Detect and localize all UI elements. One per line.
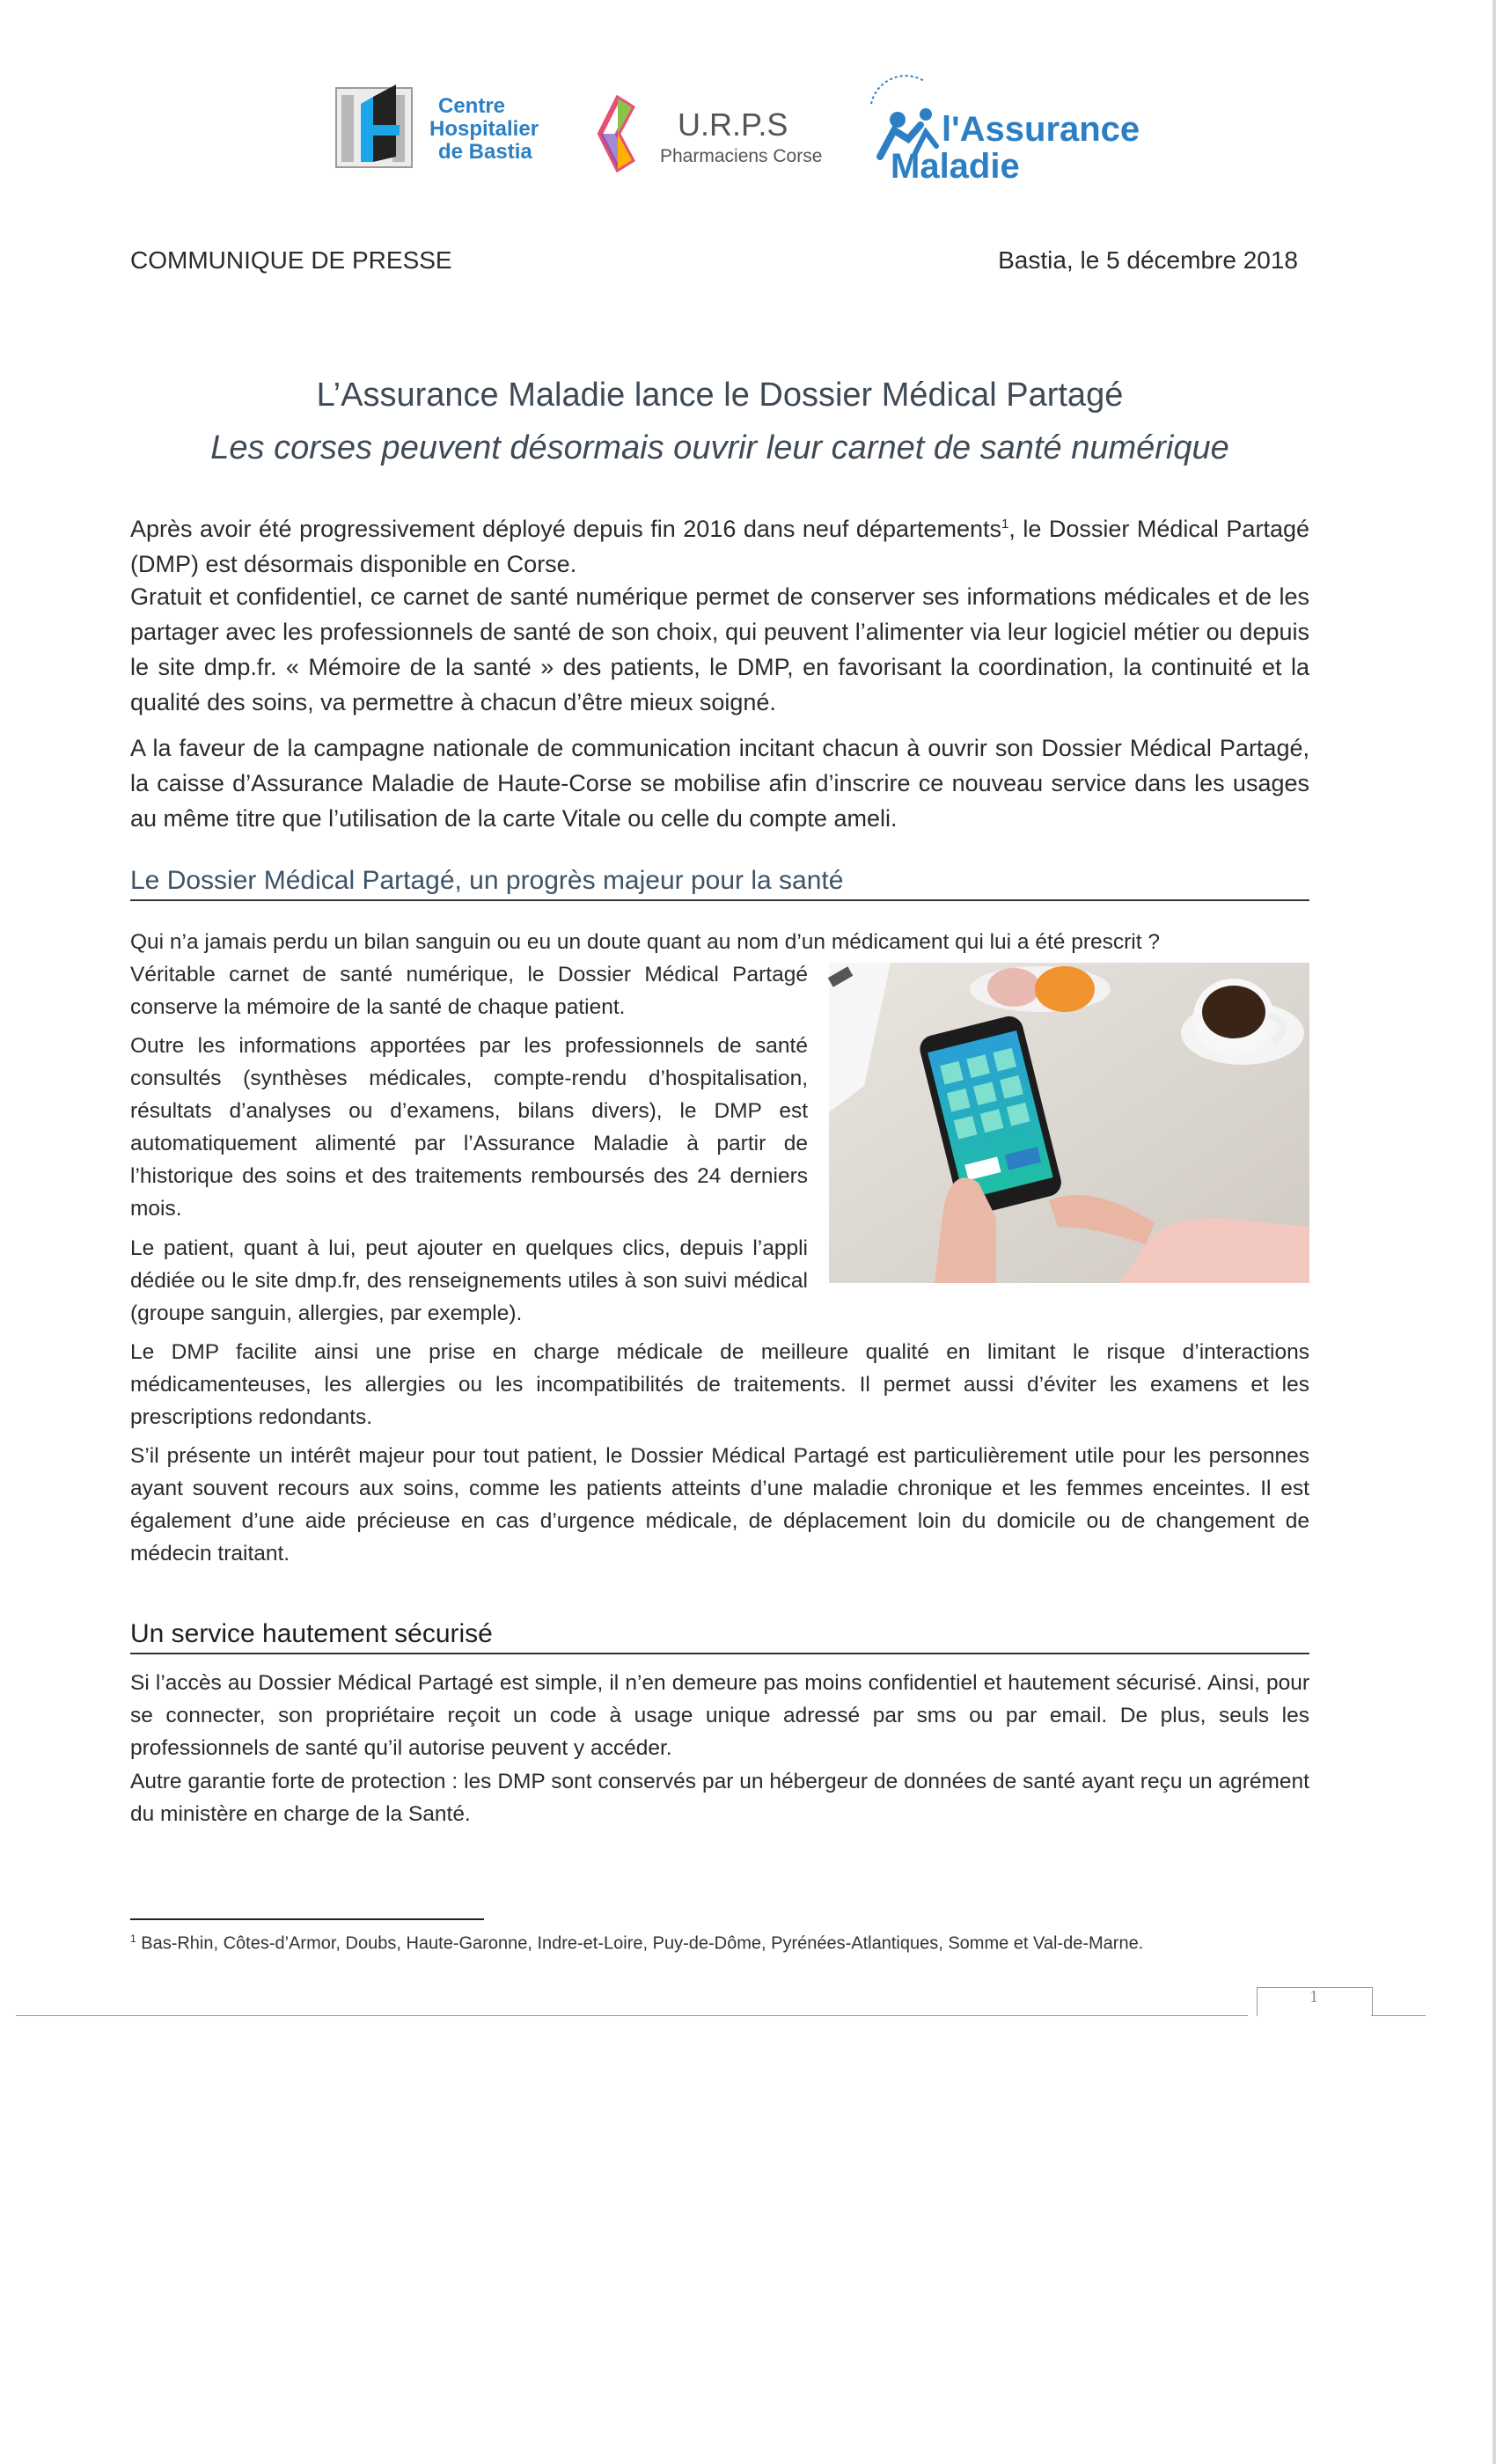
- logo-bar: [334, 69, 1140, 192]
- urps-sub: Pharmaciens Corse: [660, 146, 823, 166]
- centre-hospitalier-logo: [334, 77, 581, 174]
- intro-paragraph-1: [130, 507, 1309, 582]
- am-line1: l'Assurance: [942, 110, 1140, 149]
- header-row: [130, 246, 1298, 282]
- intro-paragraph-3: A la faveur de la campagne nationale de communication incitant chacun à ouvrir son Dossier Médical Partagé, la caisse d’Assurance Maladie de Haute-Corse se mobilise afin d’inscrire ce nouveau service dans les usages au même titre que l’utilisation de la carte Vitale ou celle du compte ameli.: [130, 735, 1309, 832]
- section-heading-security: Un service hautement sécurisé: [130, 1619, 1309, 1654]
- page-number: 1: [1309, 1987, 1318, 2006]
- footnote-rule: [130, 1918, 484, 1920]
- footnote: [130, 1932, 1143, 1954]
- intro-paragraph-2: Gratuit et confidentiel, ce carnet de santé numérique permet de conserver ses informations médicales et de les partager avec les professionnels de santé de son choix, qui peuvent l’alimenter via leur logiciel métier ou depuis le site dmp.fr. « Mémoire de la santé » des patients, le DMP, en favorisant la coordination, la continuité et la qualité des soins, va permettre à chacun d’être mieux soigné.: [130, 583, 1309, 715]
- urps-logo: [591, 95, 847, 174]
- section1-paragraph-1: Véritable carnet de santé numérique, le Dossier Médical Partagé conserve la mémoire de la santé de chaque patient.: [130, 963, 808, 1019]
- footnote-text: Bas-Rhin, Côtes-d’Armor, Doubs, Haute-Garonne, Indre-et-Loire, Puy-de-Dôme, Pyrénées-Atlantiques, Somme et Val-de-Marne.: [136, 1933, 1144, 1954]
- section1-paragraph-5: S’il présente un intérêt majeur pour tout patient, le Dossier Médical Partagé est particulièrement utile pour les personnes ayant souvent recours aux soins, comme les patients atteints d’une maladie chronique et les femmes enceintes. Il est également d’une aide précieuse en cas d’urgence médicale, de déplacement loin du domicile ou de changement de médecin traitant.: [130, 1444, 1309, 1566]
- section-heading-dmp: Le Dossier Médical Partagé, un progrès majeur pour la santé: [130, 866, 1309, 901]
- intro-p1b: , le Dossier Médical Partagé (DMP) est désormais disponible en Corse.: [130, 516, 1309, 577]
- smartphone-photo: [829, 963, 1309, 1283]
- footer-rule-right: [1371, 2015, 1426, 2016]
- section1-paragraph-4: Le DMP facilite ainsi une prise en charge médicale de meilleure qualité en limitant le risque d’interactions médicamenteuses, les allergies ou les incompatibilités de traitements. Il permet aussi d’éviter les examens et les prescriptions redondants.: [130, 1340, 1309, 1429]
- am-line2: Maladie: [891, 147, 1020, 186]
- footer-rule: [16, 2015, 1248, 2016]
- chb-line3: de Bastia: [438, 140, 532, 164]
- section2-paragraph-2: Autre garantie forte de protection : les DMP sont conservés par un hébergeur de données de santé ayant reçu un agrément du ministère en charge de la Santé.: [130, 1770, 1309, 1826]
- intro-p1a: Après avoir été progressivement déployé depuis fin 2016 dans neuf départements: [130, 516, 1002, 542]
- section1-paragraph-2: Outre les informations apportées par les professionnels de santé consultés (synthèses médicales, compte-rendu d’hospitalisation, résultats d’analyses ou d’examens, bilans divers), le DMP est automatiquement alimenté par l’Assurance Maladie à partir de l’historique des soins et des traitements remboursés des 24 derniers mois.: [130, 1034, 808, 1221]
- document-type: COMMUNIQUE DE PRESSE: [130, 246, 452, 274]
- section1-paragraph-3: Le patient, quant à lui, peut ajouter en quelques clics, depuis l’appli dédiée ou le site dmp.fr, des renseignements utiles à son suivi médical (groupe sanguin, allergies, par exemple).: [130, 1236, 808, 1325]
- chb-line1: Centre: [438, 94, 506, 118]
- page-title: L’Assurance Maladie lance le Dossier Médical Partagé: [316, 377, 1124, 414]
- scan-edge: [1492, 0, 1496, 2464]
- urps-name: U.R.P.S: [678, 106, 788, 143]
- section2-paragraph-1: Si l’accès au Dossier Médical Partagé est simple, il n’en demeure pas moins confidentiel et hautement sécurisé. Ainsi, pour se connecter, son propriétaire reçoit un code à usage unique adressé par sms ou par email. De plus, seuls les professionnels de santé qu’il autorise peuvent y accéder.: [130, 1671, 1309, 1760]
- chb-line2: Hospitalier: [429, 117, 539, 141]
- section1-question: Qui n’a jamais perdu un bilan sanguin ou eu un doute quant au nom d’un médicament qui lui a été prescrit ?: [130, 930, 1160, 954]
- footnote-ref: 1: [1001, 517, 1009, 532]
- page-subtitle: Les corses peuvent désormais ouvrir leur carnet de santé numérique: [210, 429, 1229, 466]
- assurance-maladie-logo: [854, 69, 1140, 192]
- date-line: Bastia, le 5 décembre 2018: [998, 246, 1298, 274]
- footnote-mark: 1: [130, 1932, 136, 1945]
